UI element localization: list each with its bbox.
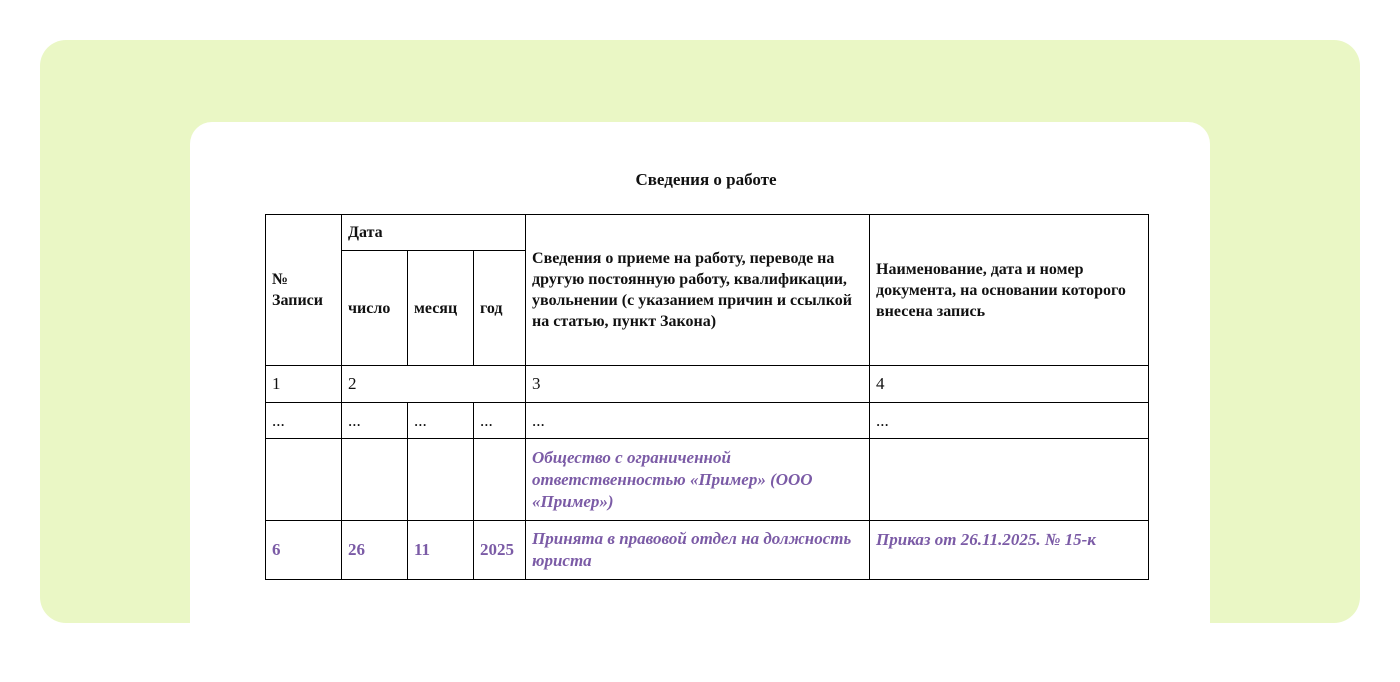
header-month: месяц [408, 251, 474, 366]
empty-cell [474, 439, 526, 521]
header-record-no: № Записи [266, 215, 342, 366]
ellipsis-cell: ... [526, 403, 870, 439]
entry-info: Принята в правовой отдел на должность юриста [526, 521, 870, 580]
employer-row [266, 439, 1149, 521]
ellipsis-cell: ... [474, 403, 526, 439]
header-day: число [342, 251, 408, 366]
entry-record-no: 6 [266, 521, 342, 580]
ellipsis-cell: ... [870, 403, 1149, 439]
entry-month: 11 [408, 521, 474, 580]
header-date: Дата [342, 215, 526, 251]
column-number-2: 2 [342, 366, 526, 403]
document-title: Сведения о работе [635, 170, 777, 189]
column-number-3: 3 [526, 366, 870, 403]
column-number-4: 4 [870, 366, 1149, 403]
empty-cell [342, 439, 408, 521]
header-info: Сведения о приеме на работу, переводе на другую постоянную работу, квалификации, увольнении (с указанием причин и ссылкой на статью, пункт Закона) [526, 215, 870, 366]
header-year: год [474, 251, 526, 366]
empty-cell [408, 439, 474, 521]
empty-cell [870, 439, 1149, 521]
entry-row [266, 521, 1149, 580]
entry-day: 26 [342, 521, 408, 580]
entry-year: 2025 [474, 521, 526, 580]
ellipsis-cell: ... [266, 403, 342, 439]
column-number-1: 1 [266, 366, 342, 403]
employer-name: Общество с ограниченной ответственностью «Пример» (ООО «Пример») [526, 439, 870, 521]
ellipsis-cell: ... [408, 403, 474, 439]
table-header-row [266, 215, 1149, 251]
ellipsis-cell: ... [342, 403, 408, 439]
entry-document: Приказ от 26.11.2025. № 15-к [870, 521, 1149, 580]
column-number-row [266, 366, 1149, 403]
work-records-table [265, 214, 1149, 580]
header-document: Наименование, дата и номер документа, на основании которого внесена запись [870, 215, 1149, 366]
empty-cell [266, 439, 342, 521]
ellipsis-row [266, 403, 1149, 439]
